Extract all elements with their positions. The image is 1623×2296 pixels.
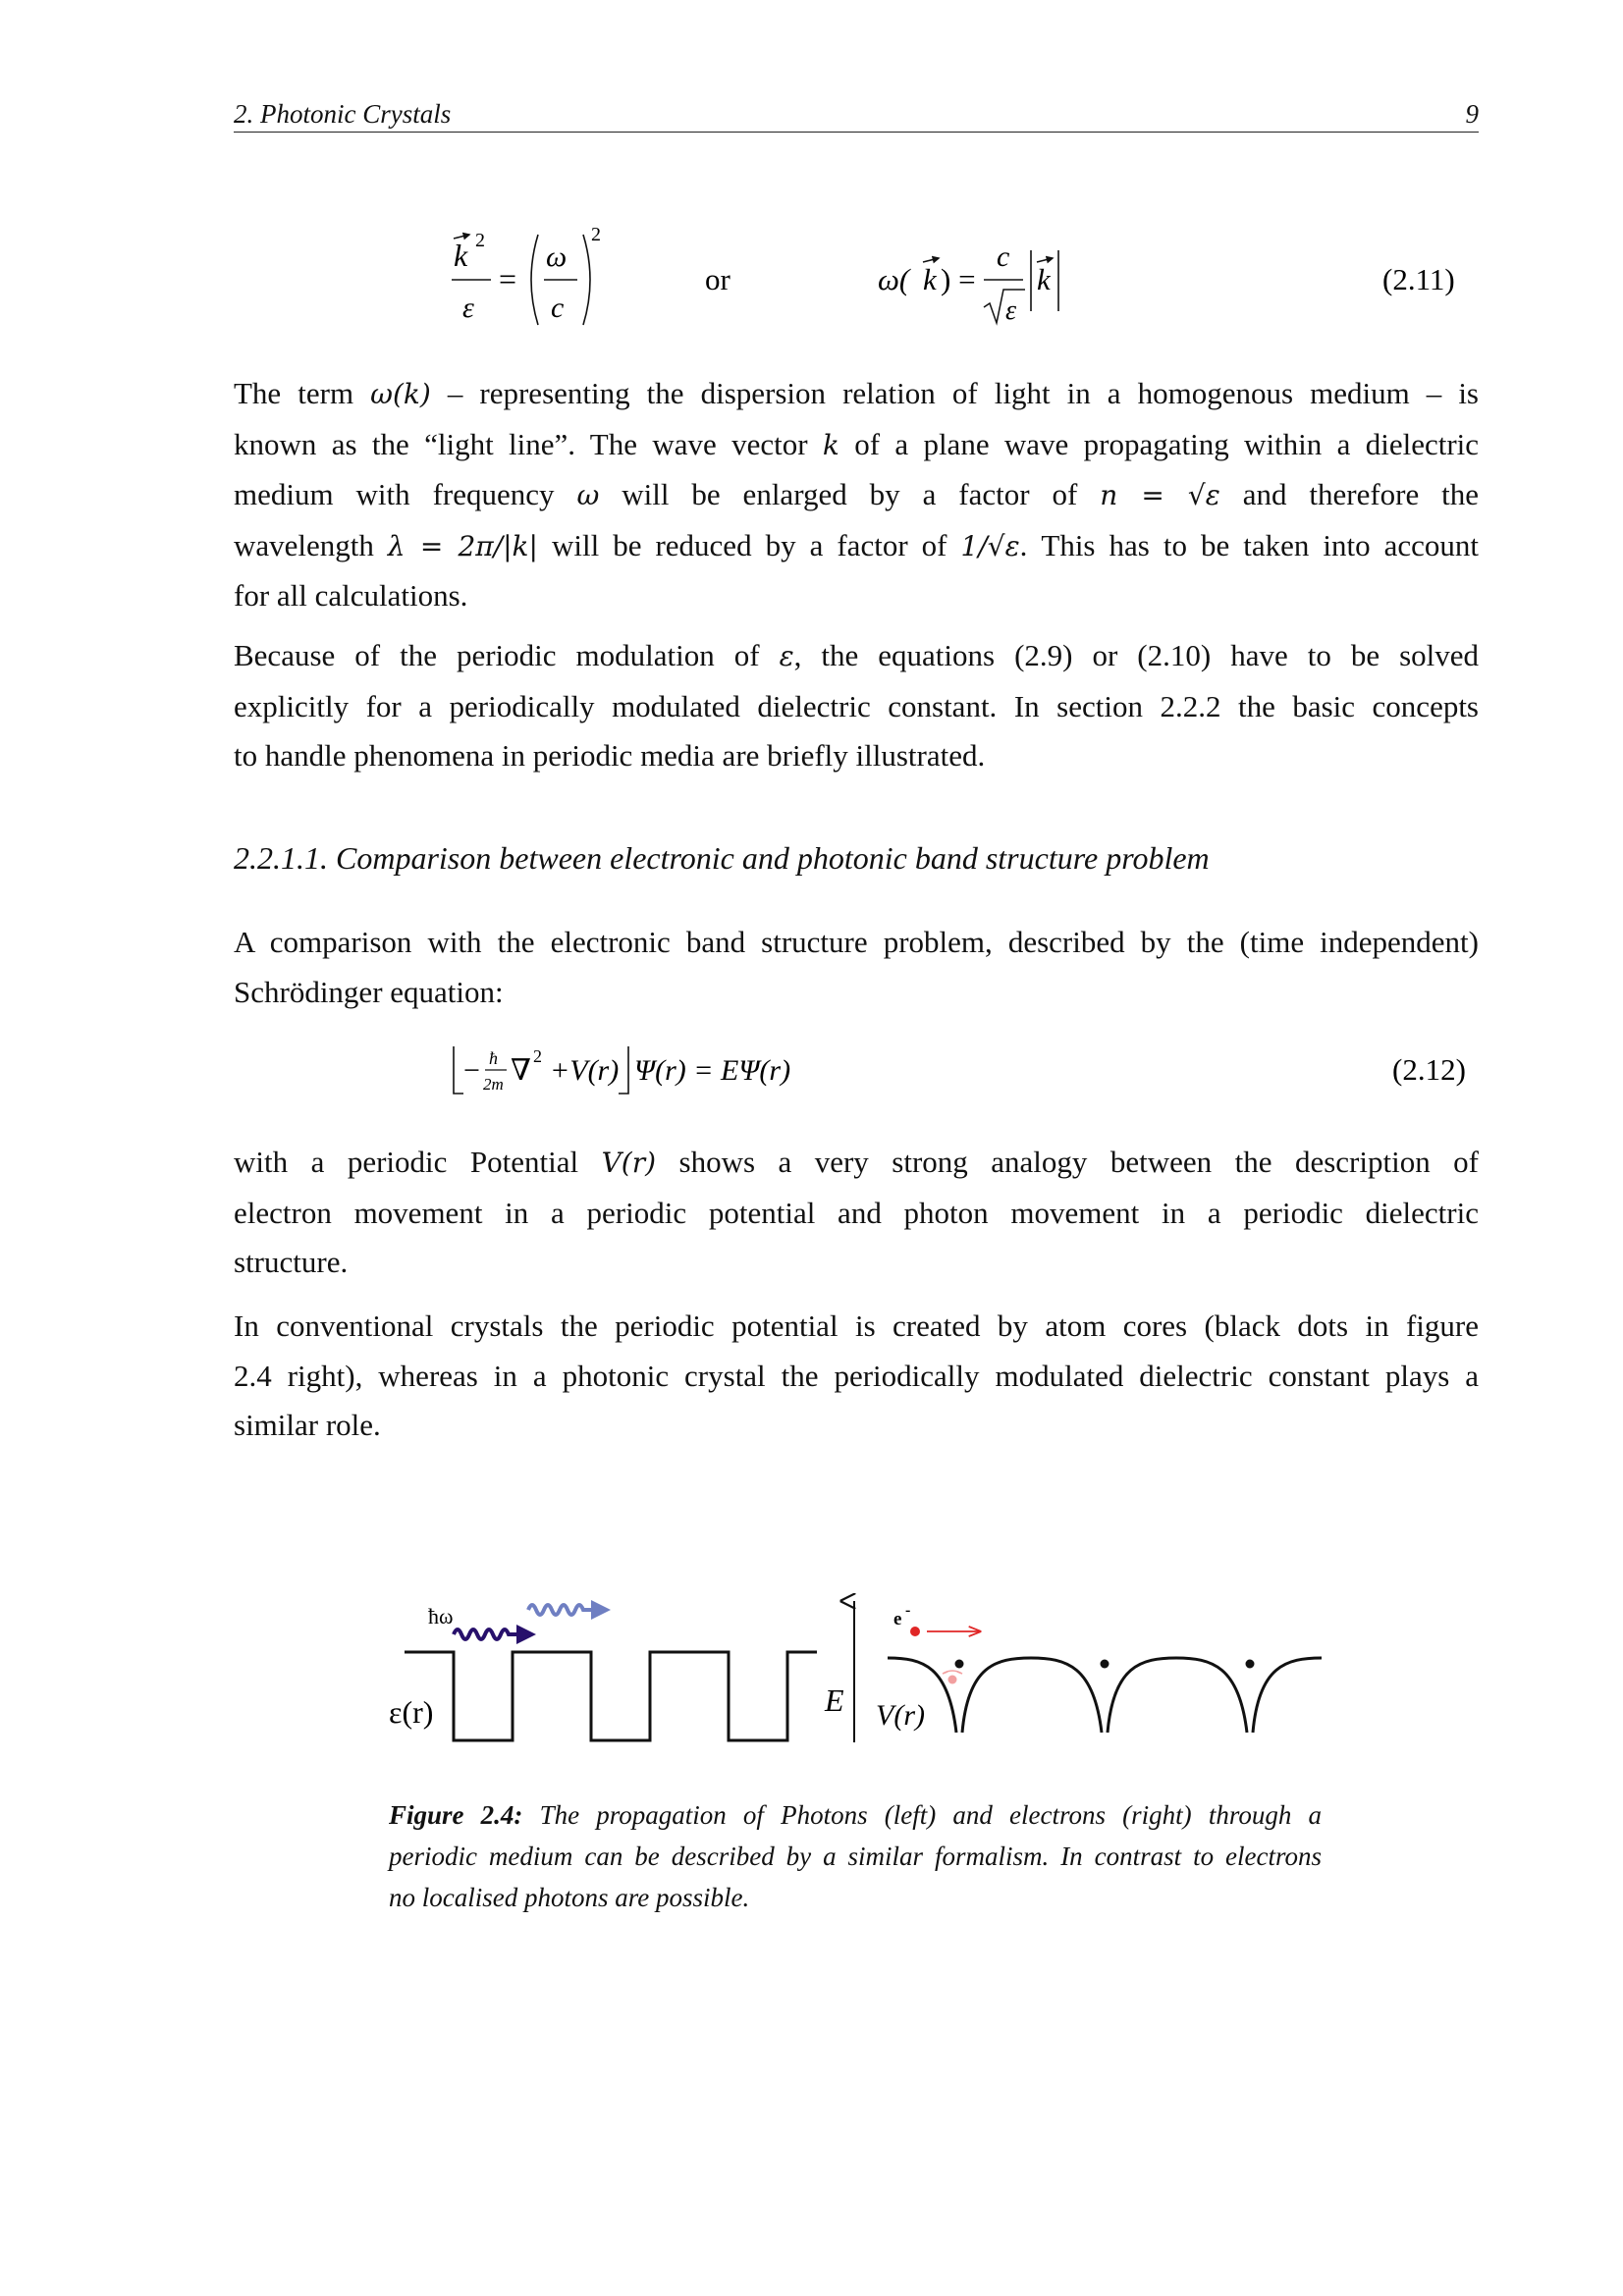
eq212-two-m: 2m [483,1075,504,1094]
chapter-title: 2. Photonic Crystals [234,99,452,129]
eq211-right-abs-k: k [1037,262,1051,296]
fig-electron-sup: - [905,1602,911,1619]
math-k: k [822,428,839,461]
eq211-right-eps: ε [1005,295,1017,326]
paragraph-comparison: A comparison with the electronic band structure problem, described by the (time independent) Schrödinger equation: [234,925,1479,1009]
math-omega: ω [576,479,600,511]
math-omega-k: ω(k) [370,378,431,410]
eq211-right-c: c [997,240,1010,273]
eq211-equals: = [499,261,517,296]
figure-caption: Figure 2.4: The propagation of Photons (left) and electrons (right) through a periodic medium can be described by a similar formalism. In contrast to electrons no localised photons are possible. [389,1800,1322,1912]
math-v-r: V(r) [601,1147,657,1179]
eq211-eps: ε [462,292,474,324]
eq211-or: or [705,262,730,296]
caption-label: Figure 2.4: [389,1800,523,1830]
eq212-psi: Ψ(r) = EΨ(r) [634,1054,791,1087]
photon-wave-dark [454,1629,528,1639]
equation-2-12 [432,1041,1492,1109]
eq211-right-k: k [923,262,937,296]
eq212-potential: +V(r) [550,1054,620,1087]
paragraph-periodic-potential: with a periodic Potential V(r) shows a very strong analogy between the description of electron movement in a periodic potential and photon movement in a periodic dielectric structure. [234,1145,1480,1279]
math-one-over-sqrt-eps: 1/√ε [960,529,1020,562]
math-eps: ε [779,640,794,672]
eq211-omega: ω [546,240,568,273]
dielectric-profile [405,1652,817,1740]
eq211-c: c [551,292,565,324]
atom-core-1 [955,1660,964,1669]
eq212-hbar: ħ [489,1048,498,1068]
fig-potential-label: V(r) [876,1699,925,1732]
eq212-minus: − [463,1054,480,1087]
eq211-right-close: ) = [941,262,976,296]
page-number: 9 [1465,99,1479,129]
paragraph-conventional-crystals: In conventional crystals the periodic potential is created by atom cores (black dots in figure 2.4 right), whereas in a photonic crystal the periodically modulated dielectric constant plays a similar role. [234,1308,1479,1442]
paragraph-light-line: The term ω(k) – representing the dispersion relation of light in a homogenous medium – is known as the “light line”. The wave vector k of a plane wave propagating within a dielectric medium with frequency ω will be enlarged by a factor of n = √ε and therefore the wavelength λ = 2π/|k| will be reduced by a factor of 1/√ε. This has to be taken into account for all calculations. [234,376,1480,613]
eq211-rhs-exp: 2 [591,224,601,245]
fig-eps-label: ε(r) [389,1694,434,1730]
eq212-nabla: ∇ [511,1054,531,1087]
atom-core-2 [1101,1660,1109,1669]
fig-energy-label: E [825,1682,844,1718]
section-heading: 2.2.1.1. Comparison between electronic and photonic band structure problem [234,840,1210,876]
electron-dot [910,1627,920,1636]
localized-electron-dot [948,1676,957,1684]
paragraph-periodic-modulation: Because of the periodic modulation of ε, the equations (2.9) or (2.10) have to be solved explicitly for a periodically modulated dielectric constant. In section 2.2.2 the basic concepts to handle phenomena in periodic media are briefly illustrated. [234,638,1480,773]
math-n-sqrt-eps: n = √ε [1100,479,1220,511]
math-lambda: λ = 2π/|k| [387,529,538,562]
eq211-right-omega: ω( [878,262,910,296]
eq211-k: k [454,238,468,273]
figure-2-4 [373,1585,1335,1752]
atom-core-3 [1246,1660,1255,1669]
eq211-k-exp: 2 [475,230,485,251]
fig-electron-label: e [893,1609,902,1629]
eq212-number: (2.12) [1392,1052,1466,1087]
eq212-sq: 2 [533,1046,542,1066]
fig-hbar-omega: ħω [428,1604,454,1629]
running-header [234,98,1479,133]
potential-curve [888,1658,1322,1733]
eq211-number: (2.11) [1382,262,1455,296]
equation-2-11 [432,221,1492,339]
photon-wave-light [528,1605,603,1615]
